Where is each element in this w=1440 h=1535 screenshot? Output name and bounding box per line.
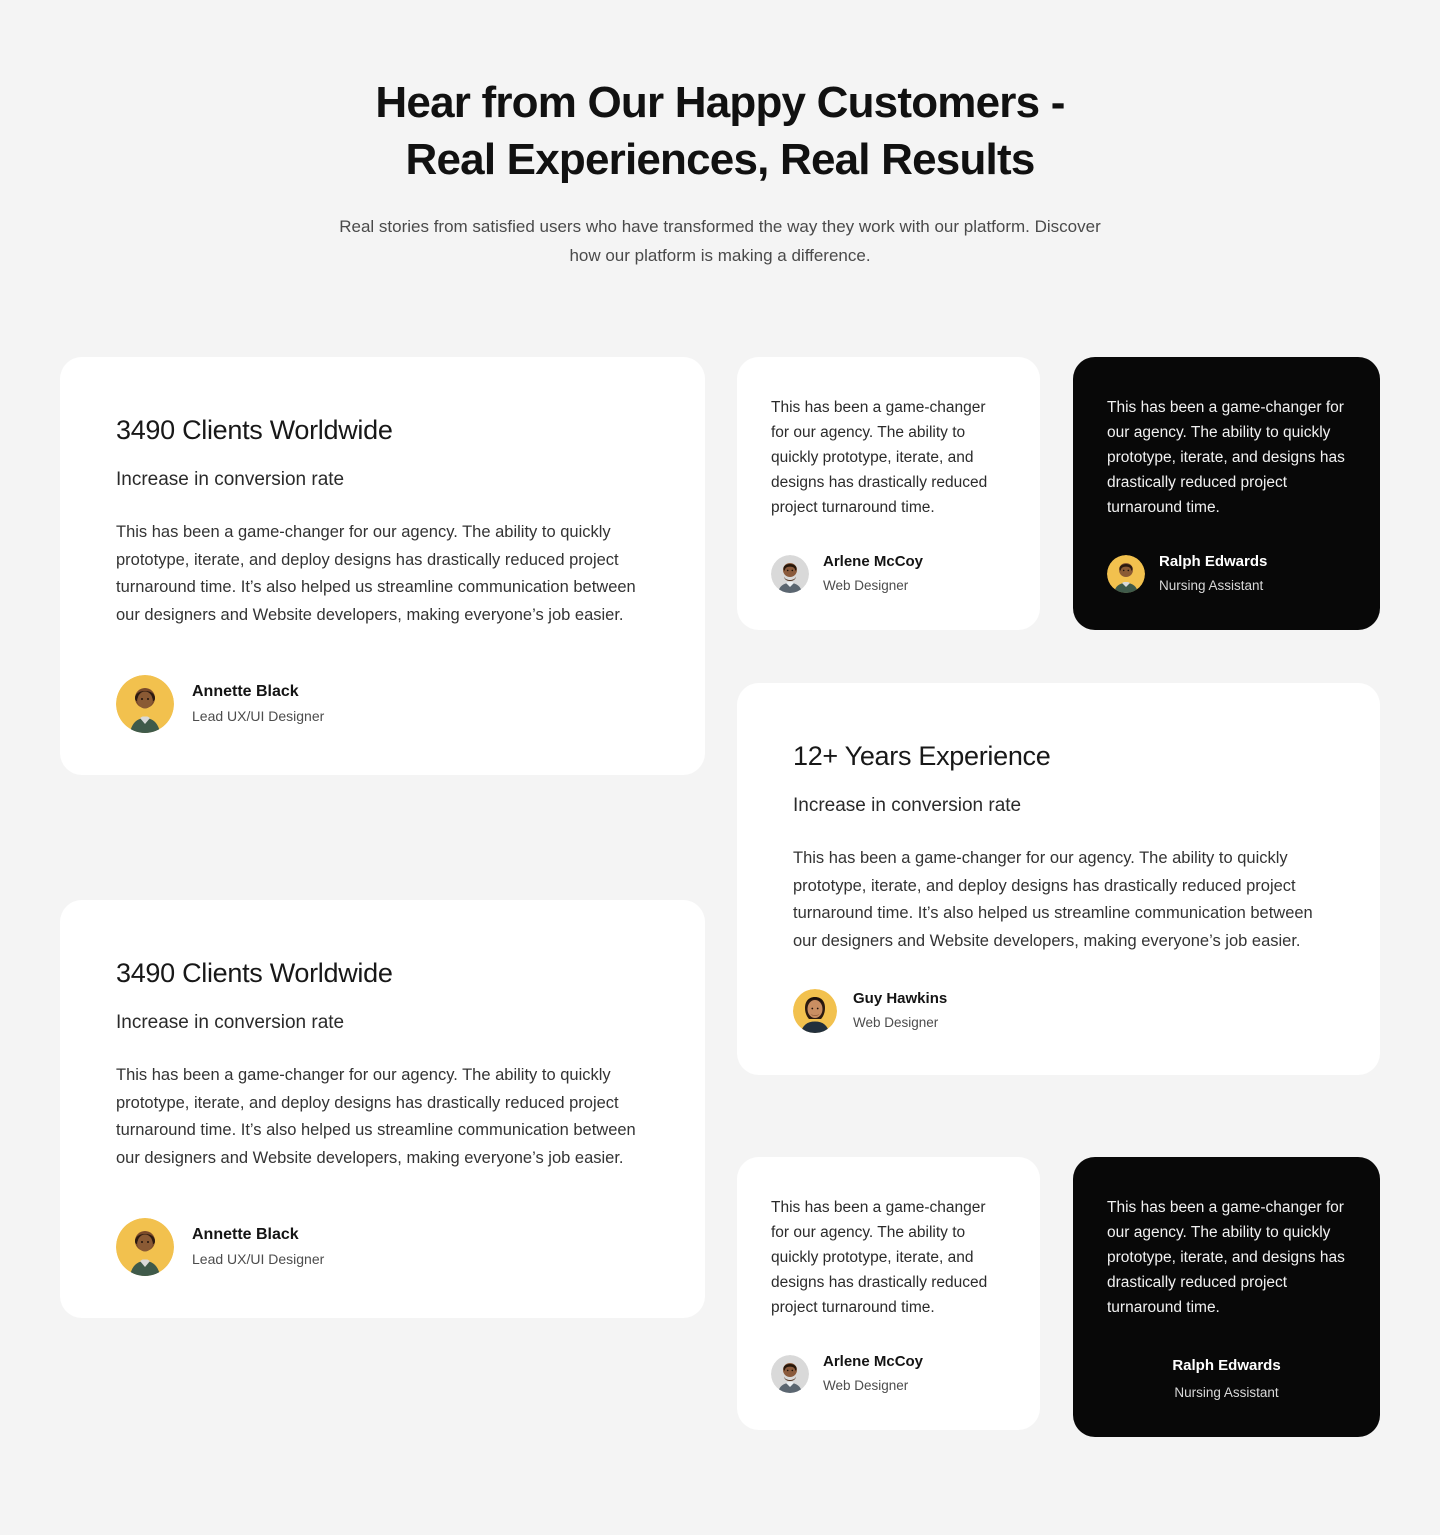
testimonial-stat: 3490 Clients Worldwide [116, 958, 393, 988]
testimonial-quote: This has been a game-changer for our agency. The ability to quickly prototype, iterate, and deploy designs has drastically reduced project turnaround time. It’s also helped us streamline communication between our designers and Website developers, making everyone’s job easier. [793, 849, 1313, 950]
page-title-line-1: Hear from Our Happy Customers - [375, 78, 1065, 127]
testimonial-card-left-1[interactable] [60, 357, 705, 775]
testimonial-quote: This has been a game-changer for our agency. The ability to quickly prototype, iterate, and designs has drastically reduced project turnaround time. [1107, 1199, 1345, 1316]
testimonial-author [1107, 1356, 1346, 1403]
testimonial-author [1107, 552, 1346, 596]
testimonial-author [771, 1352, 1006, 1396]
avatar-arlene-mccoy [771, 1355, 809, 1393]
page-header [0, 0, 1440, 270]
testimonial-author-meta [192, 682, 324, 726]
testimonial-author-meta [853, 989, 947, 1033]
testimonial-card-right-1[interactable] [1073, 357, 1380, 630]
avatar-guy-hawkins [793, 989, 837, 1033]
page-subtitle: Real stories from satisfied users who have transformed the way they work with our platform. Discover how our platform is making a difference. [339, 217, 1101, 265]
testimonial-quote: This has been a game-changer for our agency. The ability to quickly prototype, iterate, and designs has drastically reduced project turnaround time. [771, 399, 988, 516]
testimonial-card-right-2[interactable] [1073, 1157, 1380, 1437]
testimonial-card-mid-2[interactable] [737, 683, 1380, 1075]
testimonial-stat: 3490 Clients Worldwide [116, 415, 393, 445]
testimonial-stat: 12+ Years Experience [793, 741, 1051, 771]
testimonial-author-name: Annette Black [192, 1226, 299, 1243]
testimonial-author [793, 989, 1324, 1033]
testimonial-subtitle: Increase in conversion rate [116, 469, 345, 490]
testimonial-subtitle: Increase in conversion rate [793, 795, 1022, 816]
testimonial-author [771, 552, 1006, 596]
testimonial-author-name: Arlene McCoy [823, 1353, 924, 1370]
testimonial-quote: This has been a game-changer for our agency. The ability to quickly prototype, iterate, and deploy designs has drastically reduced project turnaround time. It’s also helped us streamline communication between our designers and Website developers, making everyone’s job easier. [116, 523, 636, 624]
testimonial-quote: This has been a game-changer for our agency. The ability to quickly prototype, iterate, and designs has drastically reduced project turnaround time. [771, 1199, 988, 1316]
testimonial-author-name: Annette Black [192, 683, 299, 700]
testimonial-author-name: Ralph Edwards [1159, 553, 1268, 570]
testimonial-author-role: Nursing Assistant [1174, 1385, 1279, 1400]
testimonial-author-name: Arlene McCoy [823, 553, 924, 570]
testimonial-author-meta [1159, 552, 1267, 596]
page-title-line-2: Real Experiences, Real Results [405, 135, 1035, 184]
testimonial-author-role: Nursing Assistant [1159, 578, 1264, 593]
testimonial-subtitle: Increase in conversion rate [116, 1012, 345, 1033]
avatar-ralph-edwards [1107, 555, 1145, 593]
testimonial-author-role: Lead UX/UI Designer [192, 708, 325, 724]
testimonial-quote: This has been a game-changer for our agency. The ability to quickly prototype, iterate, and designs has drastically reduced project turnaround time. [1107, 399, 1345, 516]
testimonial-author [116, 1218, 649, 1276]
testimonial-author-role: Web Designer [823, 1378, 909, 1393]
testimonial-quote: This has been a game-changer for our agency. The ability to quickly prototype, iterate, and deploy designs has drastically reduced project turnaround time. It’s also helped us streamline communication between our designers and Website developers, making everyone’s job easier. [116, 1066, 636, 1167]
testimonial-author-role: Web Designer [853, 1015, 939, 1030]
testimonial-author-role: Lead UX/UI Designer [192, 1251, 325, 1267]
testimonial-author-meta [823, 1352, 923, 1396]
testimonial-author-name: Guy Hawkins [853, 990, 948, 1007]
avatar-annette-black [116, 675, 174, 733]
avatar-arlene-mccoy [771, 555, 809, 593]
testimonial-card-mid-3[interactable] [737, 1157, 1040, 1430]
testimonial-author [116, 675, 649, 733]
testimonial-author-meta [823, 552, 923, 596]
avatar-annette-black [116, 1218, 174, 1276]
testimonial-author-meta [192, 1225, 324, 1269]
testimonial-author-role: Web Designer [823, 578, 909, 593]
testimonial-card-left-2[interactable] [60, 900, 705, 1318]
testimonial-card-mid-1[interactable] [737, 357, 1040, 630]
page-title [270, 74, 1170, 188]
testimonial-author-name: Ralph Edwards [1172, 1357, 1281, 1374]
